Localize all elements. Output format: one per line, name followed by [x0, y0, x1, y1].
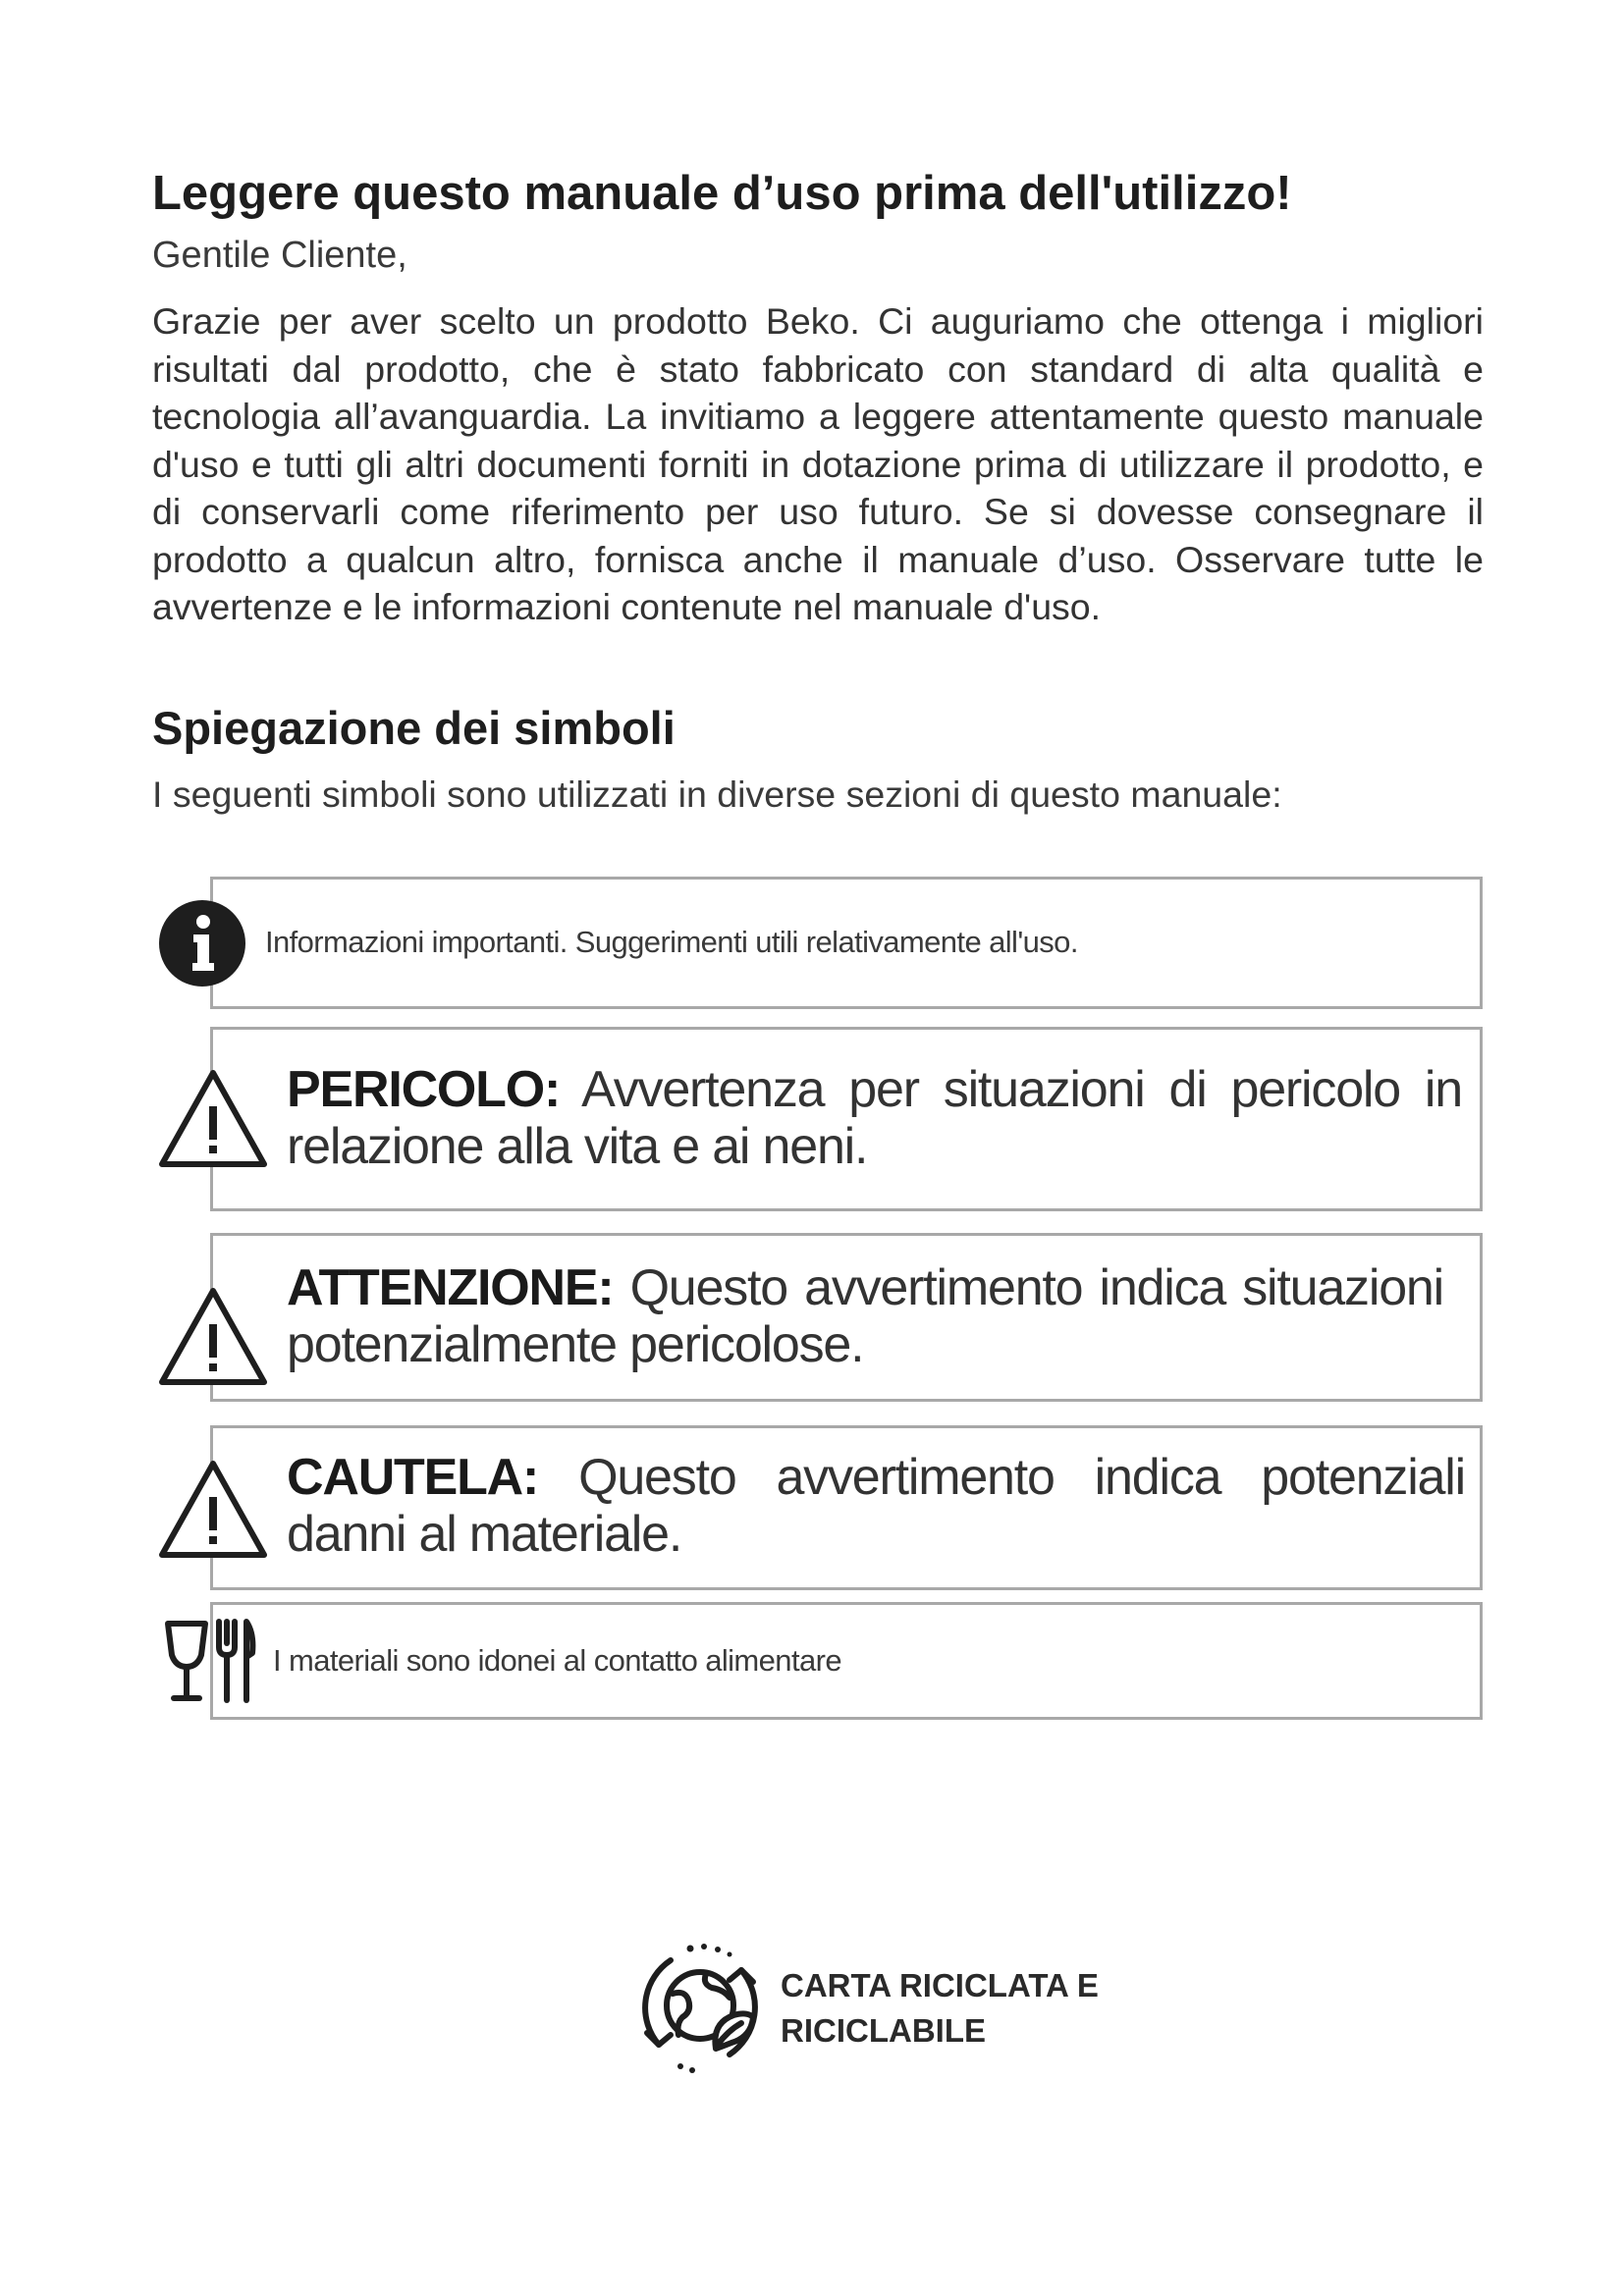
caution-text: CAUTELA: Questo avvertimento indica potenziali danni al materiale. — [287, 1449, 1465, 1563]
caution-label: CAUTELA: — [287, 1449, 539, 1506]
intro-paragraph: Grazie per aver scelto un prodotto Beko. Ci auguriamo che ottenga i migliori risultati dal prodotto, che è stato fabbricato con standard di alta qualità e tecnologia all’avanguardia. La invitiamo a leggere attentamente questo manuale d'uso e tutti gli altri documenti forniti in dotazione prima di utilizzare il prodotto, e di conservarli come riferimento per uso futuro. Se si dovesse consegnare il prodotto a qualcun altro, fornisca anche il manuale d’uso. Osservare tutte le avvertenze e le informazioni contenute nel manuale d'uso. — [152, 300, 1484, 627]
warning-label: ATTENZIONE: — [287, 1259, 614, 1316]
info-text: Informazioni importanti. Suggerimenti utili relativamente all'uso. — [265, 925, 1078, 959]
food-contact-text: I materiali sono idonei al contatto alimentare — [273, 1643, 841, 1678]
recycled-paper-icon — [631, 1939, 769, 2076]
warning-triangle-icon — [156, 1067, 270, 1170]
page-title: Leggere questo manuale d’uso prima dell'utilizzo! — [152, 167, 1292, 220]
greeting: Gentile Cliente, — [152, 235, 407, 276]
danger-label: PERICOLO: — [287, 1061, 561, 1118]
symbols-subtitle: I seguenti simboli sono utilizzati in diverse sezioni di questo manuale: — [152, 774, 1282, 815]
warning-triangle-icon — [156, 1285, 270, 1388]
info-icon — [157, 898, 247, 988]
symbols-heading: Spiegazione dei simboli — [152, 702, 676, 754]
danger-text: PERICOLO: Avvertenza per situazioni di pericolo in relazione alla vita e ai neni. — [287, 1061, 1462, 1175]
food-contact-icon — [162, 1614, 260, 1707]
warning-text: ATTENZIONE: Questo avvertimento indica situazioni potenzialmente pericolose. — [287, 1259, 1443, 1373]
warning-triangle-icon — [156, 1458, 270, 1561]
recycled-paper-label: CARTA RICICLATA E RICICLABILE — [781, 1967, 1099, 2049]
